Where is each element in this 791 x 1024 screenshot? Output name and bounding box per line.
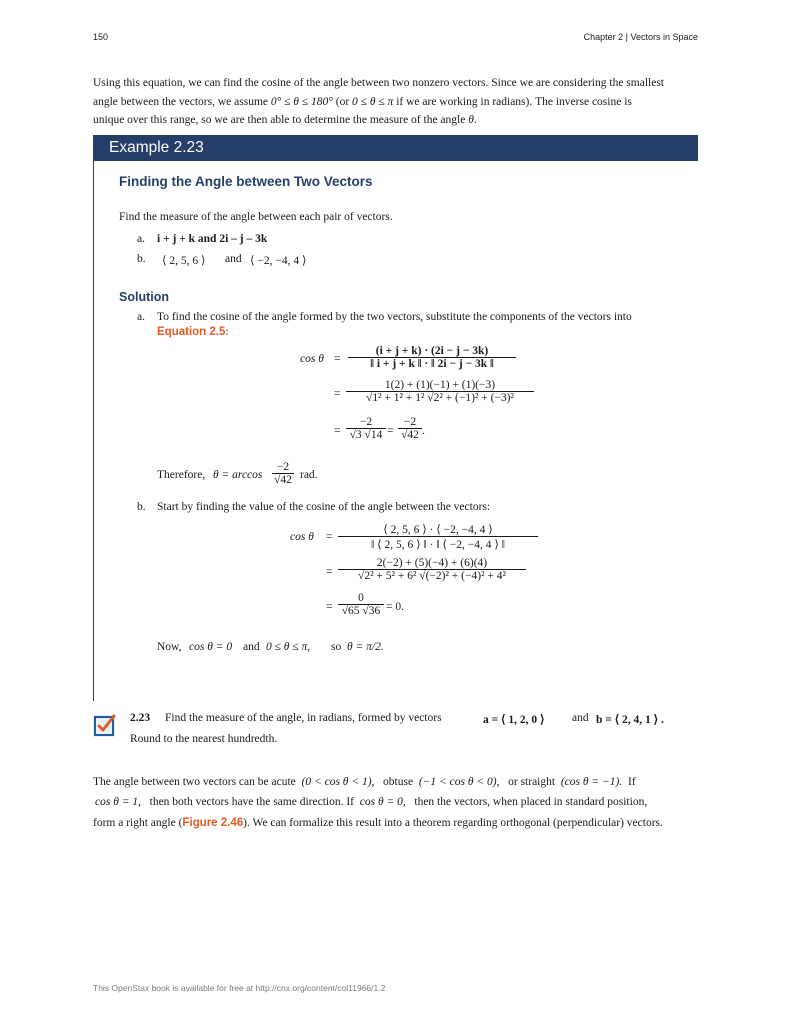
now-and: and	[243, 641, 260, 653]
therefore-label: Therefore,	[157, 469, 206, 481]
footer-note: This OpenStax book is available for free at http://cnx.org/content/col11966/1.2	[93, 983, 386, 993]
checkpoint-vector-b: b = ⟨ 2, 4, 1 ⟩ .	[596, 714, 664, 726]
chapter-header: Chapter 2 | Vectors in Space	[583, 32, 698, 42]
eq-b-fraction-2: $\frac{2(-2) + (5)(-4) + (6)(4)}{\text{√2² + 5² + 6² √(−2)² + (−4)² + 4²}}$	[338, 557, 526, 582]
solution-b-label: b.	[137, 501, 146, 513]
eq-b-fraction-1: $\frac{⟨ 2, 5, 6 ⟩ \cdot ⟨ -2, -4, 4 ⟩}{‖ ⟨ 2, 5, 6 ⟩ ‖ \cdot ‖ ⟨ -2, -4, 4 ⟩ ‖}$	[338, 522, 538, 551]
eq-a-fraction-1: $\frac{(i + j + k) \cdot (2i - j - 3k)}{‖ i + j + k ‖ \cdot ‖ 2i - j - 3k ‖}$	[348, 345, 516, 370]
item-b-vector-2: ⟨ −2, −4, 4 ⟩	[250, 255, 307, 267]
now-label: Now,	[157, 641, 182, 653]
eq-a-equals-3: =	[334, 425, 341, 437]
closing-line-1: The angle between two vectors can be acute (0 < cos θ < 1), obtuse (−1 < cos θ < 0), or straight (cos θ = −1). If	[93, 776, 636, 788]
math-angle-range-rad: 0 ≤ θ ≤ π	[352, 95, 394, 108]
eq-a-equals-4: =	[387, 425, 394, 437]
checkpoint-instruction: Round to the nearest hundredth.	[130, 733, 278, 745]
equation-link[interactable]: Equation 2.5	[157, 326, 226, 338]
example-header: Example 2.23	[93, 135, 698, 161]
closing-line-3: form a right angle (Figure 2.46). We can formalize this result into a theorem regarding orthogonal (perpendicular) vectors.	[93, 817, 663, 829]
example-left-rule	[93, 161, 94, 701]
eq-b-equals-3: =	[326, 601, 333, 613]
checkpoint-text: Find the measure of the angle, in radians, formed by vectors	[165, 712, 442, 724]
eq-a-equals-1: =	[334, 353, 341, 365]
eq-b-result: = 0.	[386, 601, 404, 613]
intro-line-1: Using this equation, we can find the cosine of the angle between two nonzero vectors. Since we are considering the smallest	[93, 77, 664, 89]
figure-link[interactable]: Figure 2.46	[182, 817, 244, 829]
eq-a-fraction-3a: $\frac{-2}{√3 √14}$	[346, 416, 386, 441]
checkpoint-vector-a: a = ⟨ 1, 2, 0 ⟩	[483, 714, 545, 726]
eq-a-fraction-2: $\frac{1(2) + (1)(-1) + (1)(-3)}{\text{√1² + 1² + 1² √2² + (−1)² + (−3)²}}$	[346, 379, 534, 404]
item-b-label: b.	[137, 253, 146, 265]
intro-line-2: angle between the vectors, we assume 0° ≤ θ ≤ 180° (or 0 ≤ θ ≤ π if we are working in radians). The inverse cosine is	[93, 95, 632, 108]
solution-title: Solution	[119, 290, 169, 304]
example-title: Finding the Angle between Two Vectors	[119, 174, 373, 189]
item-b-vector-1: ⟨ 2, 5, 6 ⟩	[162, 255, 206, 267]
therefore-unit: rad.	[300, 469, 318, 481]
eq-b-fraction-3: $\frac{0}{√65 √36}$	[338, 592, 384, 617]
checkpoint-icon	[93, 713, 117, 737]
therefore-lhs: θ = arccos	[213, 469, 263, 481]
now-math-3: θ = π/2.	[347, 641, 384, 653]
closing-line-2: cos θ = 1, then both vectors have the same direction. If cos θ = 0, then the vectors, when placed in standard position,	[95, 796, 648, 808]
math-angle-range-deg: 0° ≤ θ ≤ 180°	[270, 95, 333, 108]
item-a-label: a.	[137, 233, 145, 245]
therefore-fraction: $\frac{-2}{√42}$	[272, 461, 294, 486]
checkpoint-number: 2.23	[130, 712, 151, 724]
solution-a-text: To find the cosine of the angle formed by the two vectors, substitute the components of the vectors into	[157, 311, 632, 323]
eq-a-lhs: cos θ	[300, 353, 324, 365]
math-theta: θ	[468, 114, 474, 126]
eq-b-equals-1: =	[326, 531, 333, 543]
checkpoint-and: and	[572, 712, 589, 724]
eq-b-lhs: cos θ	[290, 531, 314, 543]
solution-b-text: Start by finding the value of the cosine of the angle between the vectors:	[157, 501, 491, 513]
solution-a-label: a.	[137, 311, 145, 323]
now-math-2: 0 ≤ θ ≤ π,	[266, 641, 311, 653]
example-prompt: Find the measure of the angle between each pair of vectors.	[119, 211, 393, 223]
intro-line-3: unique over this range, so we are then able to determine the measure of the angle θ.	[93, 114, 477, 126]
eq-a-fraction-3b: $\frac{-2}{√42}$	[398, 416, 422, 441]
solution-a-link-line: Equation 2.5:	[157, 326, 229, 338]
intro-paragraph	[93, 74, 698, 130]
item-b-and: and	[225, 253, 242, 265]
now-so: so	[331, 641, 342, 653]
eq-a-equals-2: =	[334, 388, 341, 400]
page-number: 150	[93, 32, 109, 42]
now-math-1: cos θ = 0	[189, 641, 233, 653]
item-a-vectors: i + j + k and 2i – j – 3k	[157, 233, 268, 245]
eq-a-period: .	[422, 425, 425, 437]
eq-b-equals-2: =	[326, 566, 333, 578]
